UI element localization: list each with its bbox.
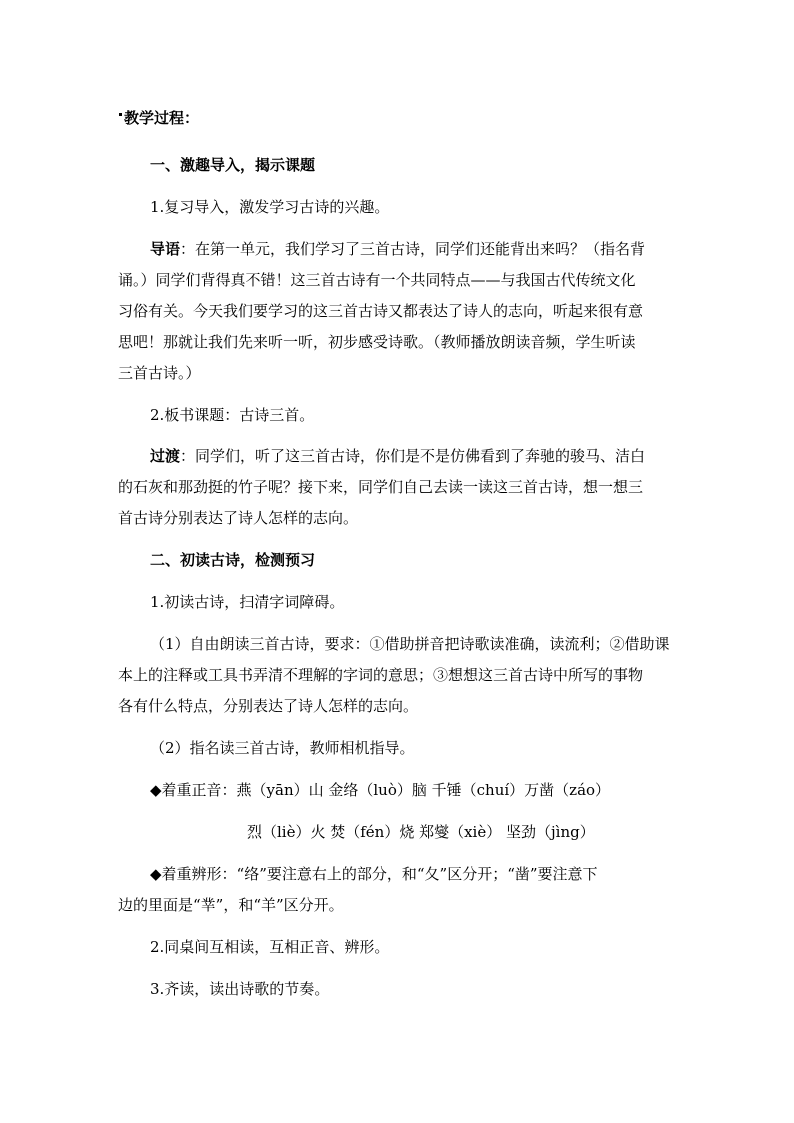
step2-text: 2.板书课题：古诗三首。 (150, 406, 315, 424)
transition-paragraph-line2: 的石灰和那劲挺的竹子呢？接下来，同学们自己去读一读这三首古诗，想一想三 (118, 478, 644, 496)
shape-line2: 边的里面是“丵”，和“羊”区分开。 (118, 896, 344, 914)
read-step3: 3.齐读，读出诗歌的节奏。 (150, 980, 330, 998)
part1-heading: 一、激趣导入，揭示课题 (150, 156, 316, 174)
intro-label: 导语 (150, 240, 181, 258)
transition-label: 过渡 (150, 447, 181, 465)
intro-paragraph-line5: 三首古诗。） (118, 364, 201, 382)
intro-paragraph-line3: 习俗有关。今天我们要学习的这三首古诗又都表达了诗人的志向，听起来很有意 (118, 302, 644, 320)
transition-text: ：同学们，听了这三首古诗，你们是不是仿佛看到了奔驰的骏马、洁白 (180, 447, 646, 465)
bullet-dot (119, 113, 122, 116)
pronunciation-line1: ◆着重正音：燕（yān）山 金络（luò）脑 千锤（chuí）万凿（záo） (150, 781, 611, 799)
part2-heading: 二、初读古诗，检测预习 (150, 551, 316, 569)
intro-paragraph-line4: 思吧！那就让我们先来听一听，初步感受诗歌。（教师播放朗读音频，学生听读 (118, 333, 636, 351)
intro-paragraph-line2: 诵。）同学们背得真不错！这三首古诗有一个共同特点——与我国古代传统文化 (118, 271, 636, 289)
pronunciation-line2: 烈（liè）火 焚（fén）烧 郑燮（xiè） 坚劲（jìng） (247, 823, 595, 841)
sub1-line2: 本上的注释或工具书弄清不理解的字词的意思；③想想这三首古诗中所写的事物 (118, 666, 644, 684)
sub1-line3: 各有什么特点，分别表达了诗人怎样的志向。 (118, 697, 419, 715)
intro-text: ：在第一单元，我们学习了三首古诗，同学们还能背出来吗？（指名背 (180, 240, 646, 258)
read-step2: 2.同桌间互相读，互相正音、辨形。 (150, 938, 390, 956)
read-step1: 1.初读古诗，扫清字词障碍。 (150, 593, 345, 611)
shape-line1: ◆着重辨形：“络”要注意右上的部分，和“夂”区分开；“凿”要注意下 (150, 865, 598, 883)
intro-paragraph-line1 (150, 239, 645, 259)
section-title: 教学过程： (124, 109, 200, 127)
transition-paragraph-line3: 首古诗分别表达了诗人怎样的志向。 (118, 509, 359, 527)
sub2-text: （2）指名读三首古诗，教师相机指导。 (150, 739, 415, 757)
transition-paragraph-line1 (150, 446, 645, 466)
step1-text: 1.复习导入，激发学习古诗的兴趣。 (150, 198, 390, 216)
sub1-line1: （1）自由朗读三首古诗，要求：①借助拼音把诗歌读准确，读流利；②借助课 (150, 635, 670, 653)
